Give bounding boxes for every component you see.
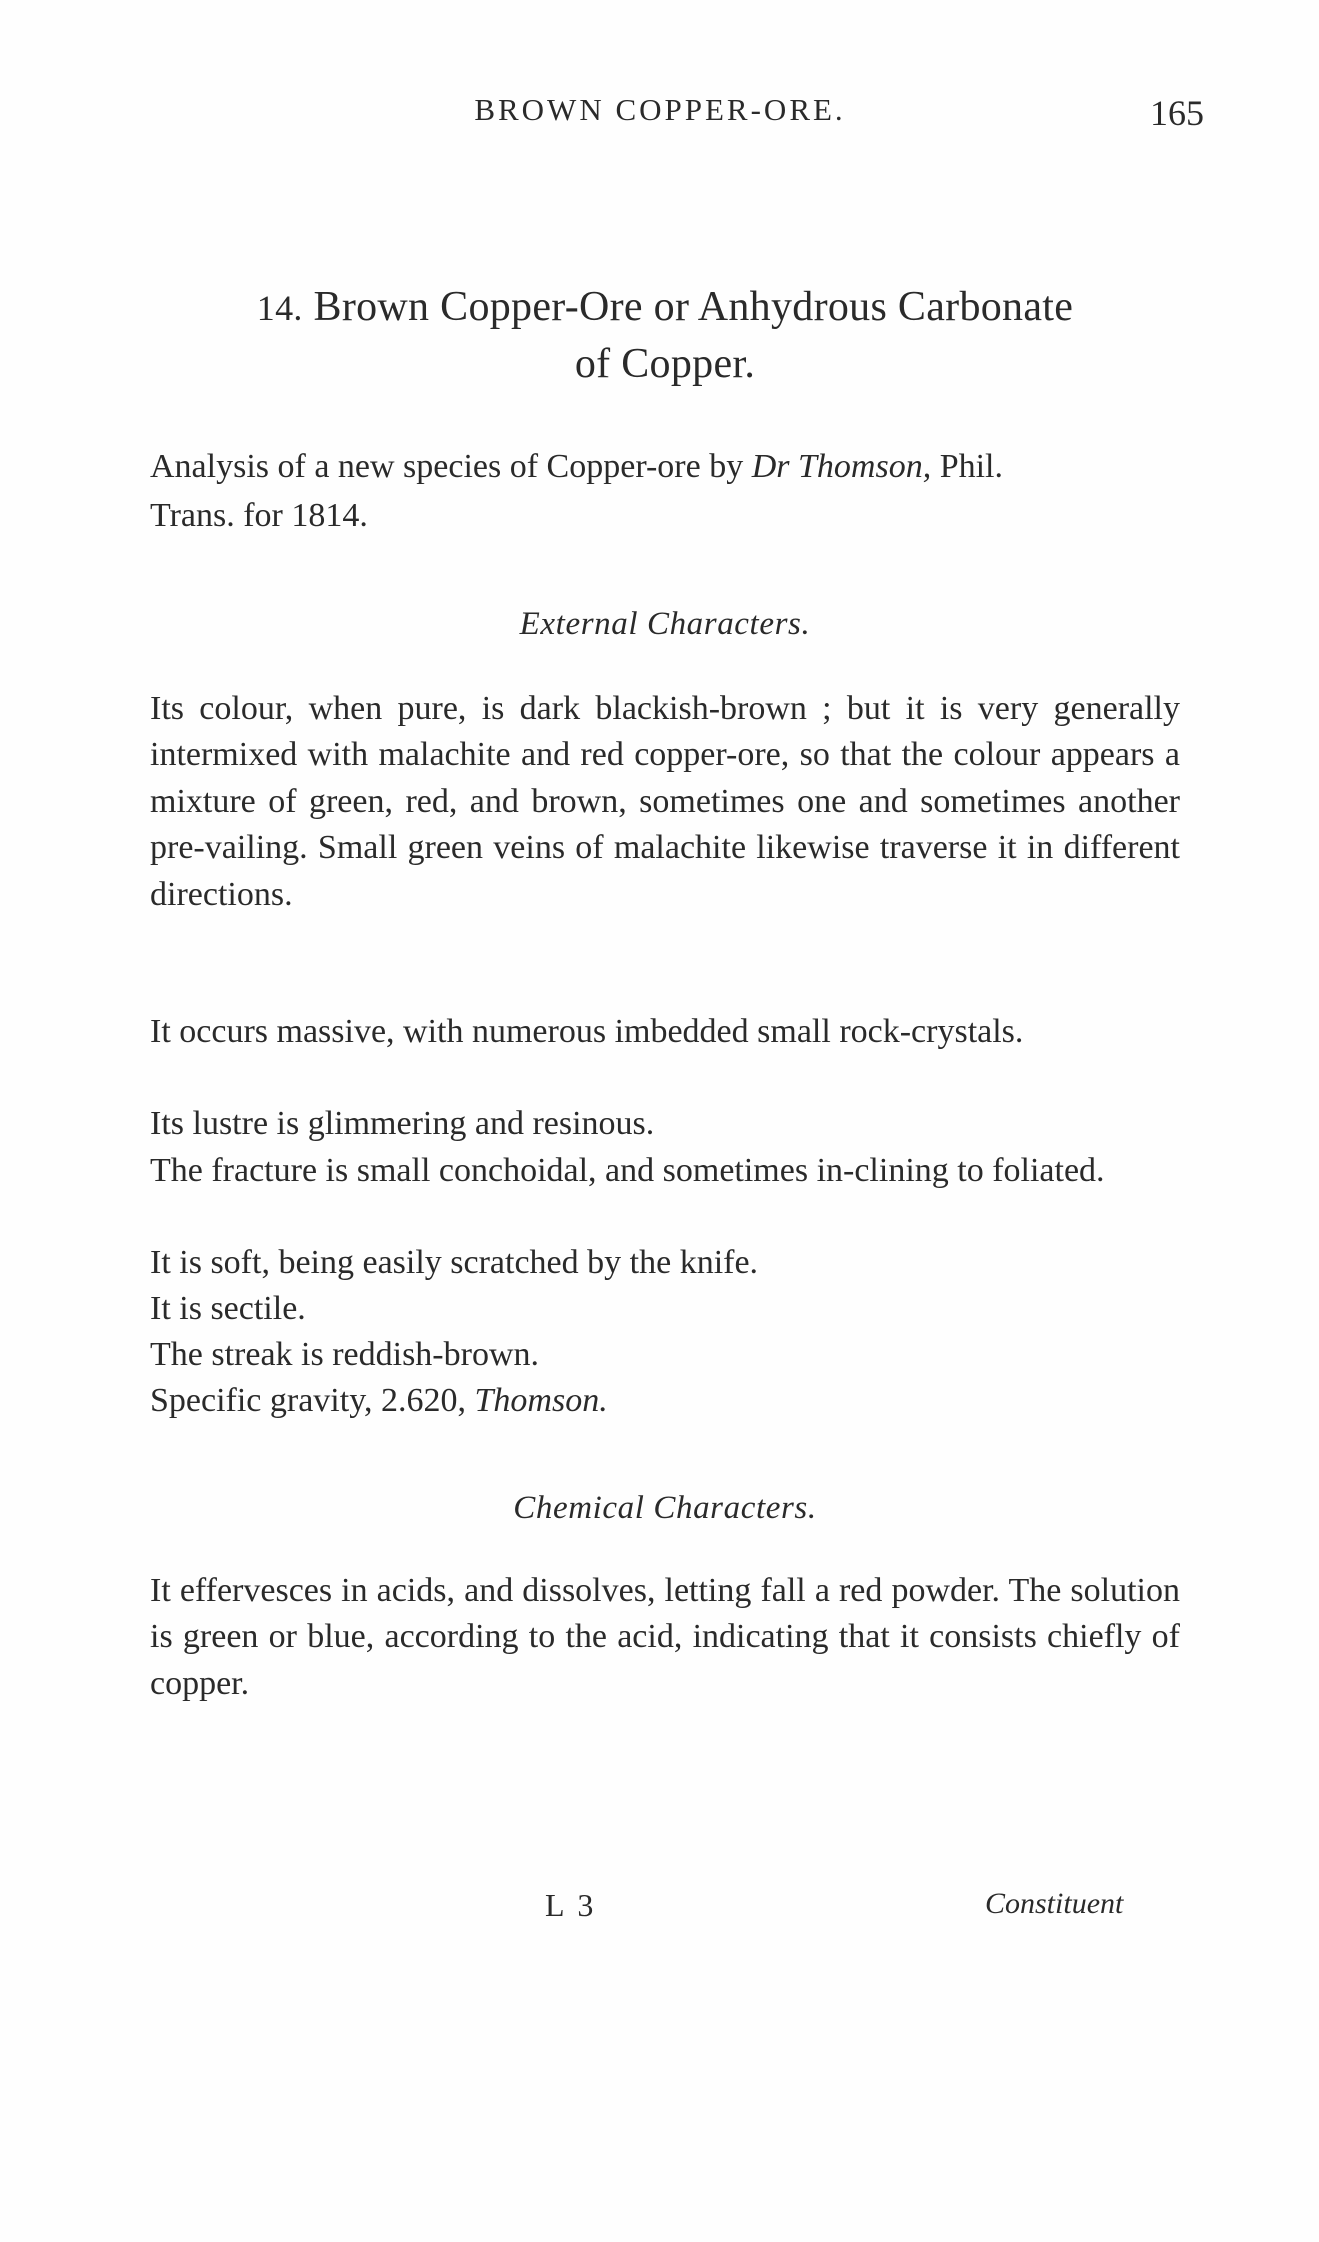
gravity-source: Thomson.	[474, 1382, 608, 1419]
running-head: BROWN COPPER-ORE.	[474, 92, 846, 127]
page-number: 165	[1150, 93, 1204, 133]
external-characters-heading: External Characters.	[519, 606, 811, 642]
colour-paragraph: Its colour, when pure, is dark blackish-brown ; but it is very generally intermixed with malachite and red copper-ore, so that the colour appears a mixture of green, red, and brown, sometimes one and sometimes another pre-vailing. Small green veins of malachite likewise traverse it in different directions.	[150, 690, 1180, 913]
chemical-characters-heading: Chemical Characters.	[513, 1490, 817, 1526]
gravity-paragraph	[150, 1378, 1180, 1424]
signature-mark: L 3	[545, 1887, 597, 1923]
fracture-paragraph: The fracture is small conchoidal, and sometimes in-clining to foliated.	[150, 1152, 1105, 1189]
sectile-paragraph: It is sectile.	[150, 1290, 306, 1327]
chemical-paragraph: It effervesces in acids, and dissolves, letting fall a red powder. The solution is green or blue, according to the acid, indicating that it consists chiefly of copper.	[150, 1572, 1180, 1702]
article-title-line-1	[110, 283, 1220, 331]
article-number: 14.	[256, 288, 303, 328]
article-title-line-2: of Copper.	[574, 341, 756, 387]
analysis-line-1	[150, 448, 1180, 486]
analysis-text-end: Phil.	[931, 448, 1004, 485]
article-title-text: Brown Copper-Ore or Anhydrous Carbonate	[313, 284, 1074, 330]
hardness-paragraph: It is soft, being easily scratched by the knife.	[150, 1244, 759, 1281]
analysis-line-2: Trans. for 1814.	[150, 497, 368, 534]
gravity-text: Specific gravity, 2.620,	[150, 1382, 475, 1419]
lustre-paragraph: Its lustre is glimmering and resinous.	[150, 1105, 655, 1142]
occurrence-paragraph: It occurs massive, with numerous imbedded small rock-crystals.	[150, 1013, 1024, 1050]
analysis-text: Analysis of a new species of Copper-ore by	[150, 448, 752, 485]
analysis-author: Dr Thomson,	[751, 448, 932, 485]
streak-paragraph: The streak is reddish-brown.	[150, 1336, 540, 1373]
catchword: Constituent	[985, 1887, 1124, 1920]
